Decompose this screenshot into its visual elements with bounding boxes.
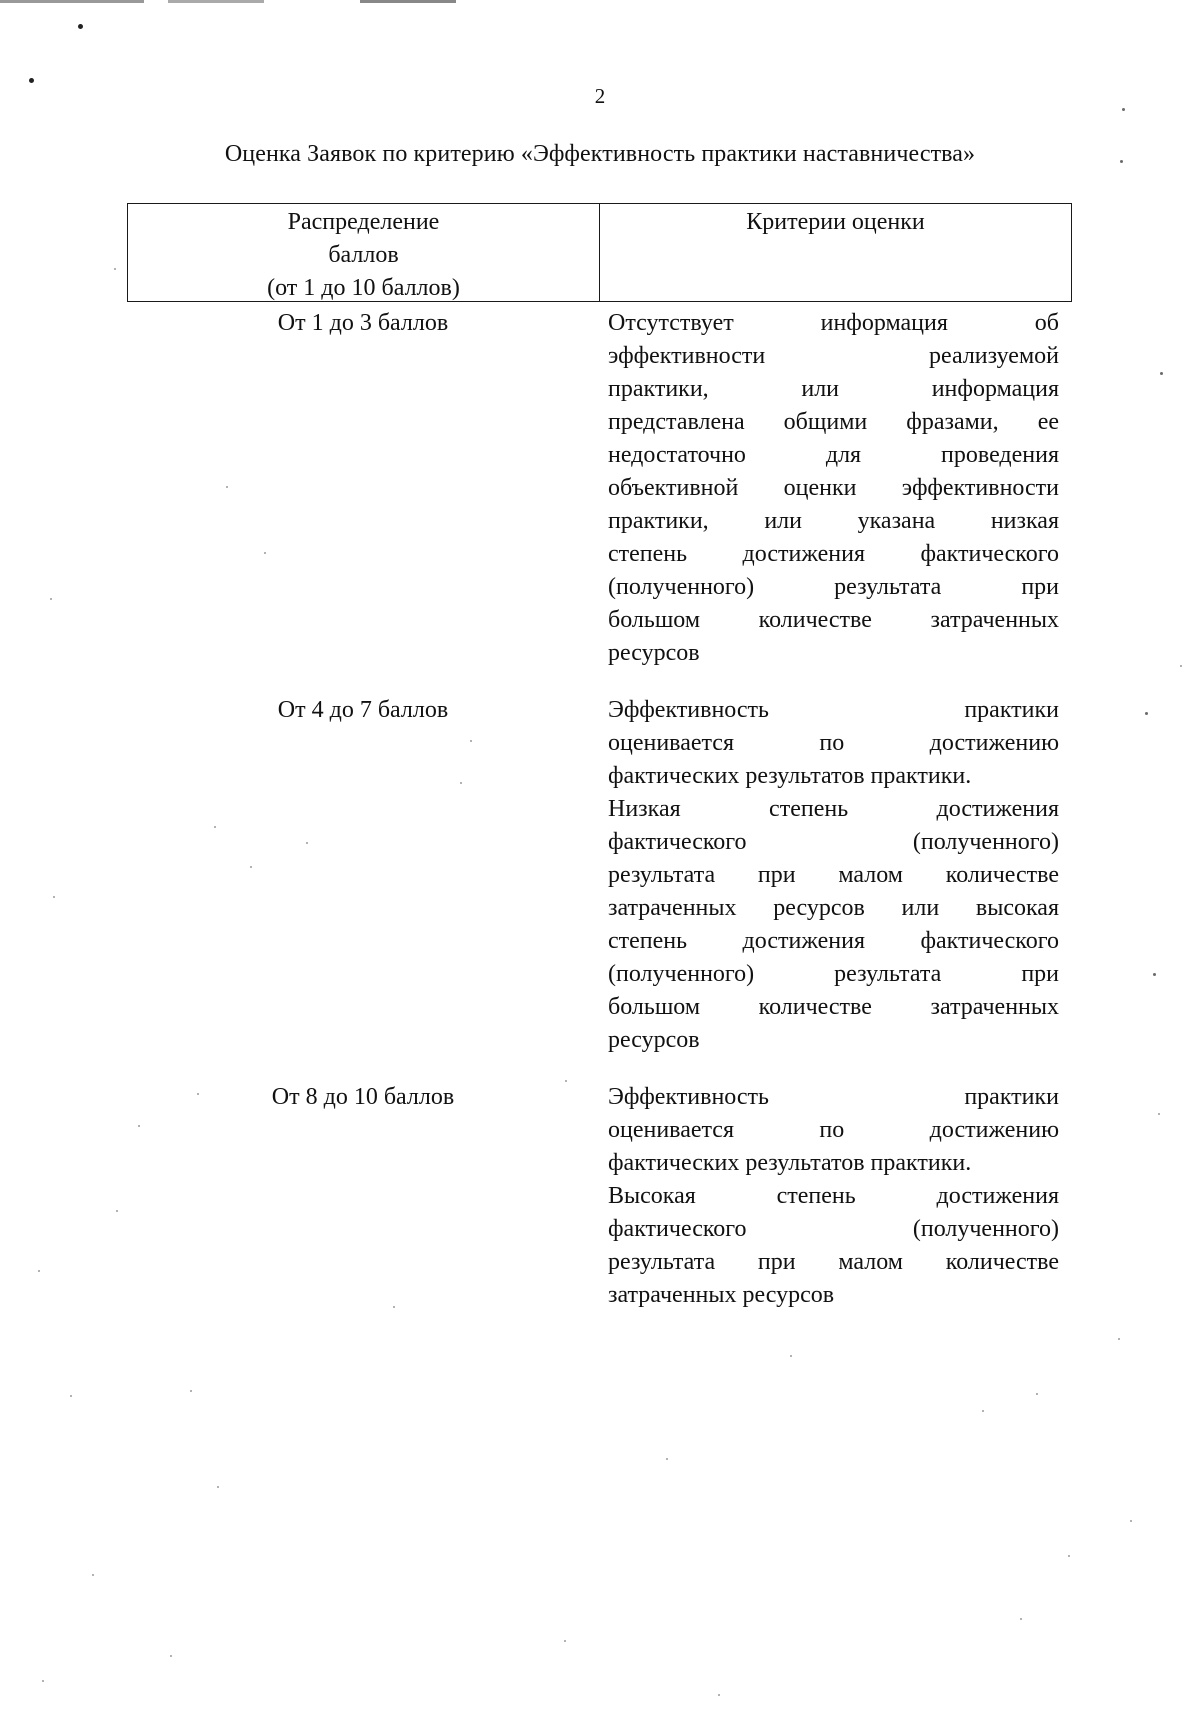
table-row xyxy=(127,302,1072,670)
table-row xyxy=(127,1076,1072,1312)
description-line: фактического (полученного) xyxy=(608,1216,1059,1242)
scan-speck xyxy=(53,896,55,898)
description-line: объективной оценки эффективности xyxy=(608,475,1059,501)
scan-speck xyxy=(1118,1338,1120,1340)
description-line: ресурсов xyxy=(608,1027,700,1053)
score-range: От 4 до 7 баллов xyxy=(277,697,449,723)
scan-speck xyxy=(1160,372,1163,375)
description-line: (полученного) результата при xyxy=(608,961,1059,987)
page-title: Оценка Заявок по критерию «Эффективность практики наставничества» xyxy=(224,141,976,167)
description-line: Низкая степень достижения xyxy=(608,796,1059,822)
description-line: (полученного) результата при xyxy=(608,574,1059,600)
scan-speck xyxy=(70,1395,72,1397)
description-line: ресурсов xyxy=(608,640,700,666)
header-criteria: Критерии оценки xyxy=(746,209,925,235)
description-line: большом количестве затраченных xyxy=(608,994,1059,1020)
description-line: фактических результатов практики. xyxy=(608,763,972,789)
scan-speck xyxy=(42,1680,44,1682)
scan-speck xyxy=(1020,1618,1022,1620)
description-line: степень достижения фактического xyxy=(608,541,1059,567)
scan-speck xyxy=(982,1410,984,1412)
table-header-row xyxy=(127,203,1072,302)
score-range: От 8 до 10 баллов xyxy=(271,1084,455,1110)
header-score-line: баллов xyxy=(328,242,399,268)
scan-speck xyxy=(564,1640,566,1642)
description-line: результата при малом количестве xyxy=(608,1249,1059,1275)
description-line: практики, или указана низкая xyxy=(608,508,1059,534)
scan-speck xyxy=(718,1694,720,1696)
description-line: фактических результатов практики. xyxy=(608,1150,972,1176)
scan-speck xyxy=(1158,1113,1160,1115)
score-range: От 1 до 3 баллов xyxy=(277,310,449,336)
description-line: большом количестве затраченных xyxy=(608,607,1059,633)
scan-speck xyxy=(1130,1520,1132,1522)
scan-speck xyxy=(29,78,34,83)
description-line: представлена общими фразами, ее xyxy=(608,409,1059,435)
description-line: оценивается по достижению xyxy=(608,1117,1059,1143)
scan-speck xyxy=(1036,1393,1038,1395)
scan-speck xyxy=(1153,973,1156,976)
description-line: Эффективность практики xyxy=(608,697,1059,723)
scan-speck xyxy=(1145,712,1148,715)
description-line: практики, или информация xyxy=(608,376,1059,402)
page-number: 2 xyxy=(594,84,606,108)
scan-speck xyxy=(190,1390,192,1392)
description-line: недостаточно для проведения xyxy=(608,442,1059,468)
scan-speck xyxy=(78,24,83,29)
header-score-line: (от 1 до 10 баллов) xyxy=(267,275,460,301)
scan-speck xyxy=(790,1355,792,1357)
description-line: степень достижения фактического xyxy=(608,928,1059,954)
description-line: затраченных ресурсов xyxy=(608,1282,835,1308)
description-line: Отсутствует информация об xyxy=(608,310,1059,336)
scan-speck xyxy=(38,1270,40,1272)
scan-speck xyxy=(217,1486,219,1488)
criteria-description xyxy=(608,1076,1059,1312)
scan-edge-artifact xyxy=(0,0,1200,3)
description-line: эффективности реализуемой xyxy=(608,343,1059,369)
description-line: затраченных ресурсов или высокая xyxy=(608,895,1059,921)
header-score-distribution xyxy=(128,204,600,301)
scan-speck xyxy=(1180,665,1182,667)
table-body xyxy=(127,302,1072,1312)
scan-speck xyxy=(170,1655,172,1657)
scan-speck xyxy=(666,1458,668,1460)
scan-speck xyxy=(50,598,52,600)
description-line: фактического (полученного) xyxy=(608,829,1059,855)
description-line: результата при малом количестве xyxy=(608,862,1059,888)
scan-speck xyxy=(92,1574,94,1576)
description-line: Эффективность практики xyxy=(608,1084,1059,1110)
description-line: Высокая степень достижения xyxy=(608,1183,1059,1209)
scan-speck xyxy=(116,1210,118,1212)
header-score-line: Распределение xyxy=(287,209,440,235)
criteria-description xyxy=(608,689,1059,1057)
scan-speck xyxy=(114,268,116,270)
description-line: оценивается по достижению xyxy=(608,730,1059,756)
criteria-table xyxy=(127,203,1072,1312)
criteria-description xyxy=(608,302,1059,670)
table-row xyxy=(127,689,1072,1057)
scan-speck xyxy=(1068,1555,1070,1557)
